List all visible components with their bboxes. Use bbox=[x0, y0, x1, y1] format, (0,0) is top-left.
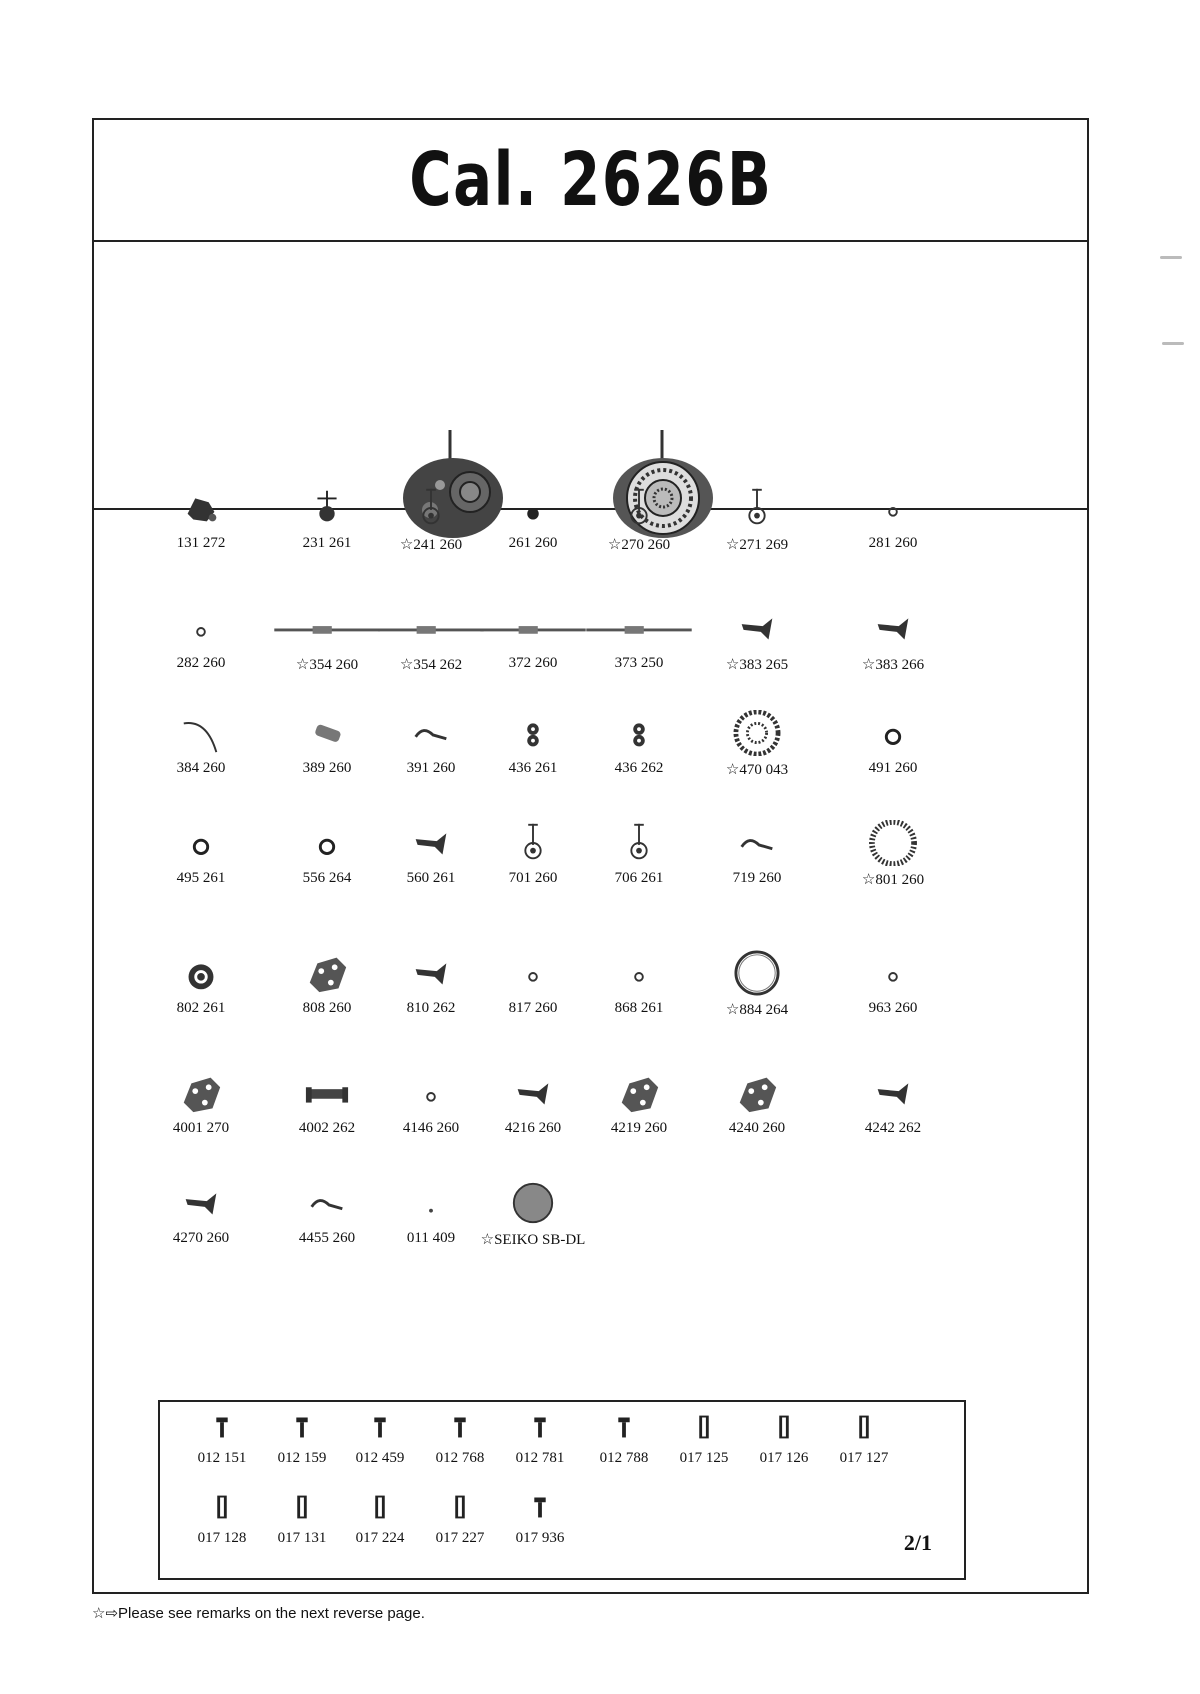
part-number: ☆354 260 bbox=[295, 657, 359, 673]
part-number: 384 260 bbox=[176, 760, 226, 776]
part-number: 560 261 bbox=[406, 870, 456, 886]
tube-icon bbox=[664, 1408, 744, 1446]
part-number: 706 261 bbox=[614, 870, 664, 886]
part-item bbox=[702, 950, 812, 1019]
screw-number: 012 768 bbox=[435, 1450, 485, 1466]
part-item bbox=[146, 1180, 256, 1247]
screw-number: 017 126 bbox=[759, 1450, 809, 1466]
bridge-plate-icon bbox=[584, 1070, 694, 1116]
tiny-wheel-icon bbox=[376, 1070, 486, 1116]
tube-icon bbox=[340, 1488, 420, 1526]
part-item bbox=[146, 950, 256, 1017]
ring-icon bbox=[838, 710, 948, 756]
part-number: 701 260 bbox=[508, 870, 558, 886]
part-item bbox=[272, 950, 382, 1017]
page-title: Cal. 2626B bbox=[408, 137, 773, 223]
spacer-ring-icon bbox=[702, 950, 812, 996]
part-number: 131 272 bbox=[176, 535, 226, 551]
tube-icon bbox=[420, 1488, 500, 1526]
spring-wire-icon bbox=[146, 710, 256, 756]
tiny-wheel-icon bbox=[478, 950, 588, 996]
screw-item bbox=[182, 1408, 262, 1467]
part-number: 495 261 bbox=[176, 870, 226, 886]
part-item bbox=[702, 1070, 812, 1137]
part-number: ☆270 260 bbox=[607, 537, 671, 553]
screw-icon bbox=[182, 1408, 262, 1446]
lever-icon bbox=[838, 605, 948, 651]
star-symbol: ☆ bbox=[92, 1605, 106, 1622]
screw-icon bbox=[262, 1408, 342, 1446]
screw-item bbox=[340, 1488, 420, 1547]
part-number: ☆884 264 bbox=[725, 1002, 789, 1018]
part-number: 4270 260 bbox=[172, 1230, 230, 1246]
part-number: ☆354 262 bbox=[399, 657, 463, 673]
setting-lever-icon bbox=[146, 485, 256, 531]
part-number: ☆SEIKO SB-DL bbox=[480, 1232, 586, 1248]
part-item bbox=[702, 820, 812, 887]
part-item bbox=[478, 710, 588, 777]
part-item bbox=[376, 1180, 486, 1247]
screw-icon bbox=[420, 1408, 500, 1446]
lever-icon bbox=[146, 1180, 256, 1226]
screw-number: 012 459 bbox=[355, 1450, 405, 1466]
part-item bbox=[478, 485, 588, 552]
title-box bbox=[94, 120, 1087, 242]
lever-icon bbox=[376, 950, 486, 996]
part-item bbox=[272, 485, 382, 552]
screw-item bbox=[340, 1408, 420, 1467]
wheel-with-staff-icon bbox=[584, 485, 694, 531]
part-number: 4216 260 bbox=[504, 1120, 562, 1136]
screw-item bbox=[262, 1408, 342, 1467]
part-item bbox=[478, 820, 588, 887]
ring-icon bbox=[272, 820, 382, 866]
lever-icon bbox=[376, 820, 486, 866]
winding-stem-icon bbox=[376, 605, 486, 651]
part-item bbox=[838, 485, 948, 552]
tiny-wheel-icon bbox=[838, 485, 948, 531]
lever-icon bbox=[478, 1070, 588, 1116]
tiny-wheel-icon bbox=[584, 950, 694, 996]
bridge-plate-icon bbox=[702, 1070, 812, 1116]
part-number: 282 260 bbox=[176, 655, 226, 671]
tube-icon bbox=[262, 1488, 342, 1526]
part-item bbox=[702, 485, 812, 554]
pinion-icon bbox=[272, 485, 382, 531]
part-number: 391 260 bbox=[406, 760, 456, 776]
screw-box bbox=[158, 1400, 966, 1580]
part-item bbox=[838, 710, 948, 777]
battery-icon bbox=[478, 1180, 588, 1226]
footnote-text: Please see remarks on the next reverse page. bbox=[118, 1605, 425, 1622]
part-item bbox=[838, 950, 948, 1017]
part-number: 261 260 bbox=[508, 535, 558, 551]
part-item bbox=[146, 605, 256, 672]
day-disc-icon bbox=[702, 710, 812, 756]
plate-icon bbox=[272, 710, 382, 756]
tiny-wheel-icon bbox=[146, 605, 256, 651]
part-item bbox=[272, 820, 382, 887]
lever-icon bbox=[702, 605, 812, 651]
part-item bbox=[584, 950, 694, 1017]
parts-sheet bbox=[92, 118, 1089, 1594]
part-number: 719 260 bbox=[732, 870, 782, 886]
screw-item bbox=[500, 1488, 580, 1547]
screw-number: 017 227 bbox=[435, 1530, 485, 1546]
scan-smudge bbox=[1160, 256, 1182, 259]
part-number: 389 260 bbox=[302, 760, 352, 776]
screw-number: 012 788 bbox=[599, 1450, 649, 1466]
arrow-symbol: ⇨ bbox=[105, 1605, 119, 1622]
part-item bbox=[272, 1180, 382, 1247]
part-item bbox=[584, 710, 694, 777]
screw-number: 012 781 bbox=[515, 1450, 565, 1466]
winding-stem-icon bbox=[272, 605, 382, 651]
screw-icon bbox=[584, 1408, 664, 1446]
part-item bbox=[838, 820, 948, 889]
screw-number: 017 127 bbox=[839, 1450, 889, 1466]
part-item bbox=[584, 485, 694, 554]
tiny-wheel-icon bbox=[838, 950, 948, 996]
wheel-with-staff-icon bbox=[584, 820, 694, 866]
screw-item bbox=[584, 1408, 664, 1467]
bridge-plate-icon bbox=[146, 1070, 256, 1116]
part-number: 281 260 bbox=[868, 535, 918, 551]
bar-bridge-icon bbox=[272, 1070, 382, 1116]
spring-icon bbox=[702, 820, 812, 866]
part-item bbox=[478, 1070, 588, 1137]
part-item bbox=[376, 950, 486, 1017]
part-item bbox=[272, 605, 382, 674]
part-number: 372 260 bbox=[508, 655, 558, 671]
part-item bbox=[272, 1070, 382, 1137]
part-item bbox=[146, 485, 256, 552]
bridge-plate-icon bbox=[272, 950, 382, 996]
part-item bbox=[838, 605, 948, 674]
part-number: ☆383 266 bbox=[861, 657, 925, 673]
jumper-icon bbox=[478, 710, 588, 756]
part-number: 817 260 bbox=[508, 1000, 558, 1016]
part-number: 4242 262 bbox=[864, 1120, 922, 1136]
screw-item bbox=[420, 1408, 500, 1467]
gear-icon bbox=[146, 950, 256, 996]
screw-number: 012 151 bbox=[197, 1450, 247, 1466]
part-item bbox=[376, 605, 486, 674]
footnote bbox=[92, 1604, 425, 1622]
ring-icon bbox=[146, 820, 256, 866]
part-item bbox=[146, 820, 256, 887]
part-number: ☆470 043 bbox=[725, 762, 789, 778]
part-number: 436 262 bbox=[614, 760, 664, 776]
screw-number: 017 131 bbox=[277, 1530, 327, 1546]
screw-item bbox=[262, 1488, 342, 1547]
screw-item bbox=[664, 1408, 744, 1467]
screw-number: 012 159 bbox=[277, 1450, 327, 1466]
part-item bbox=[376, 1070, 486, 1137]
wheel-with-staff-icon bbox=[376, 485, 486, 531]
part-item bbox=[584, 820, 694, 887]
date-disc-icon bbox=[838, 820, 948, 866]
part-number: 4001 270 bbox=[172, 1120, 230, 1136]
spring-icon bbox=[272, 1180, 382, 1226]
part-number: 011 409 bbox=[406, 1230, 456, 1246]
winding-stem-icon bbox=[584, 605, 694, 651]
screw-icon bbox=[340, 1408, 420, 1446]
part-number: 556 264 bbox=[302, 870, 352, 886]
movement-photo-box bbox=[94, 240, 1087, 510]
part-number: 810 262 bbox=[406, 1000, 456, 1016]
part-number: 963 260 bbox=[868, 1000, 918, 1016]
lever-icon bbox=[838, 1070, 948, 1116]
part-number: 231 261 bbox=[302, 535, 352, 551]
part-item bbox=[584, 1070, 694, 1137]
part-number: 373 250 bbox=[614, 655, 664, 671]
part-number: 808 260 bbox=[302, 1000, 352, 1016]
wheel-with-staff-icon bbox=[702, 485, 812, 531]
tube-icon bbox=[744, 1408, 824, 1446]
part-item bbox=[478, 605, 588, 672]
part-number: 4240 260 bbox=[728, 1120, 786, 1136]
wheel-with-staff-icon bbox=[478, 820, 588, 866]
jumper-icon bbox=[584, 710, 694, 756]
part-number: 4002 262 bbox=[298, 1120, 356, 1136]
screw-number: 017 128 bbox=[197, 1530, 247, 1546]
part-item bbox=[376, 710, 486, 777]
part-number: ☆241 260 bbox=[399, 537, 463, 553]
tiny-dot-icon bbox=[376, 1180, 486, 1226]
part-item bbox=[478, 1180, 588, 1249]
part-number: 802 261 bbox=[176, 1000, 226, 1016]
screw-number: 017 224 bbox=[355, 1530, 405, 1546]
screw-icon bbox=[500, 1488, 580, 1526]
screw-number: 017 125 bbox=[679, 1450, 729, 1466]
scan-smudge bbox=[1162, 342, 1184, 345]
part-number: ☆271 269 bbox=[725, 537, 789, 553]
part-number: ☆801 260 bbox=[861, 872, 925, 888]
small-wheel-icon bbox=[478, 485, 588, 531]
part-item bbox=[478, 950, 588, 1017]
part-number: 4219 260 bbox=[610, 1120, 668, 1136]
screw-number: 017 936 bbox=[515, 1530, 565, 1546]
screw-item bbox=[744, 1408, 824, 1467]
tube-icon bbox=[824, 1408, 904, 1446]
scale-label: 2/1 bbox=[903, 1530, 932, 1555]
screw-item bbox=[420, 1488, 500, 1547]
part-item bbox=[838, 1070, 948, 1137]
part-item bbox=[146, 710, 256, 777]
part-item bbox=[272, 710, 382, 777]
part-number: 868 261 bbox=[614, 1000, 664, 1016]
screw-item bbox=[182, 1488, 262, 1547]
part-number: ☆383 265 bbox=[725, 657, 789, 673]
part-item bbox=[702, 710, 812, 779]
part-item bbox=[702, 605, 812, 674]
screw-icon bbox=[500, 1408, 580, 1446]
part-number: 4455 260 bbox=[298, 1230, 356, 1246]
spring-icon bbox=[376, 710, 486, 756]
screw-item bbox=[500, 1408, 580, 1467]
part-item bbox=[146, 1070, 256, 1137]
part-number: 436 261 bbox=[508, 760, 558, 776]
screw-item bbox=[824, 1408, 904, 1467]
part-item bbox=[376, 820, 486, 887]
tube-icon bbox=[182, 1488, 262, 1526]
part-number: 4146 260 bbox=[402, 1120, 460, 1136]
part-number: 491 260 bbox=[868, 760, 918, 776]
winding-stem-icon bbox=[478, 605, 588, 651]
part-item bbox=[584, 605, 694, 672]
part-item bbox=[376, 485, 486, 554]
